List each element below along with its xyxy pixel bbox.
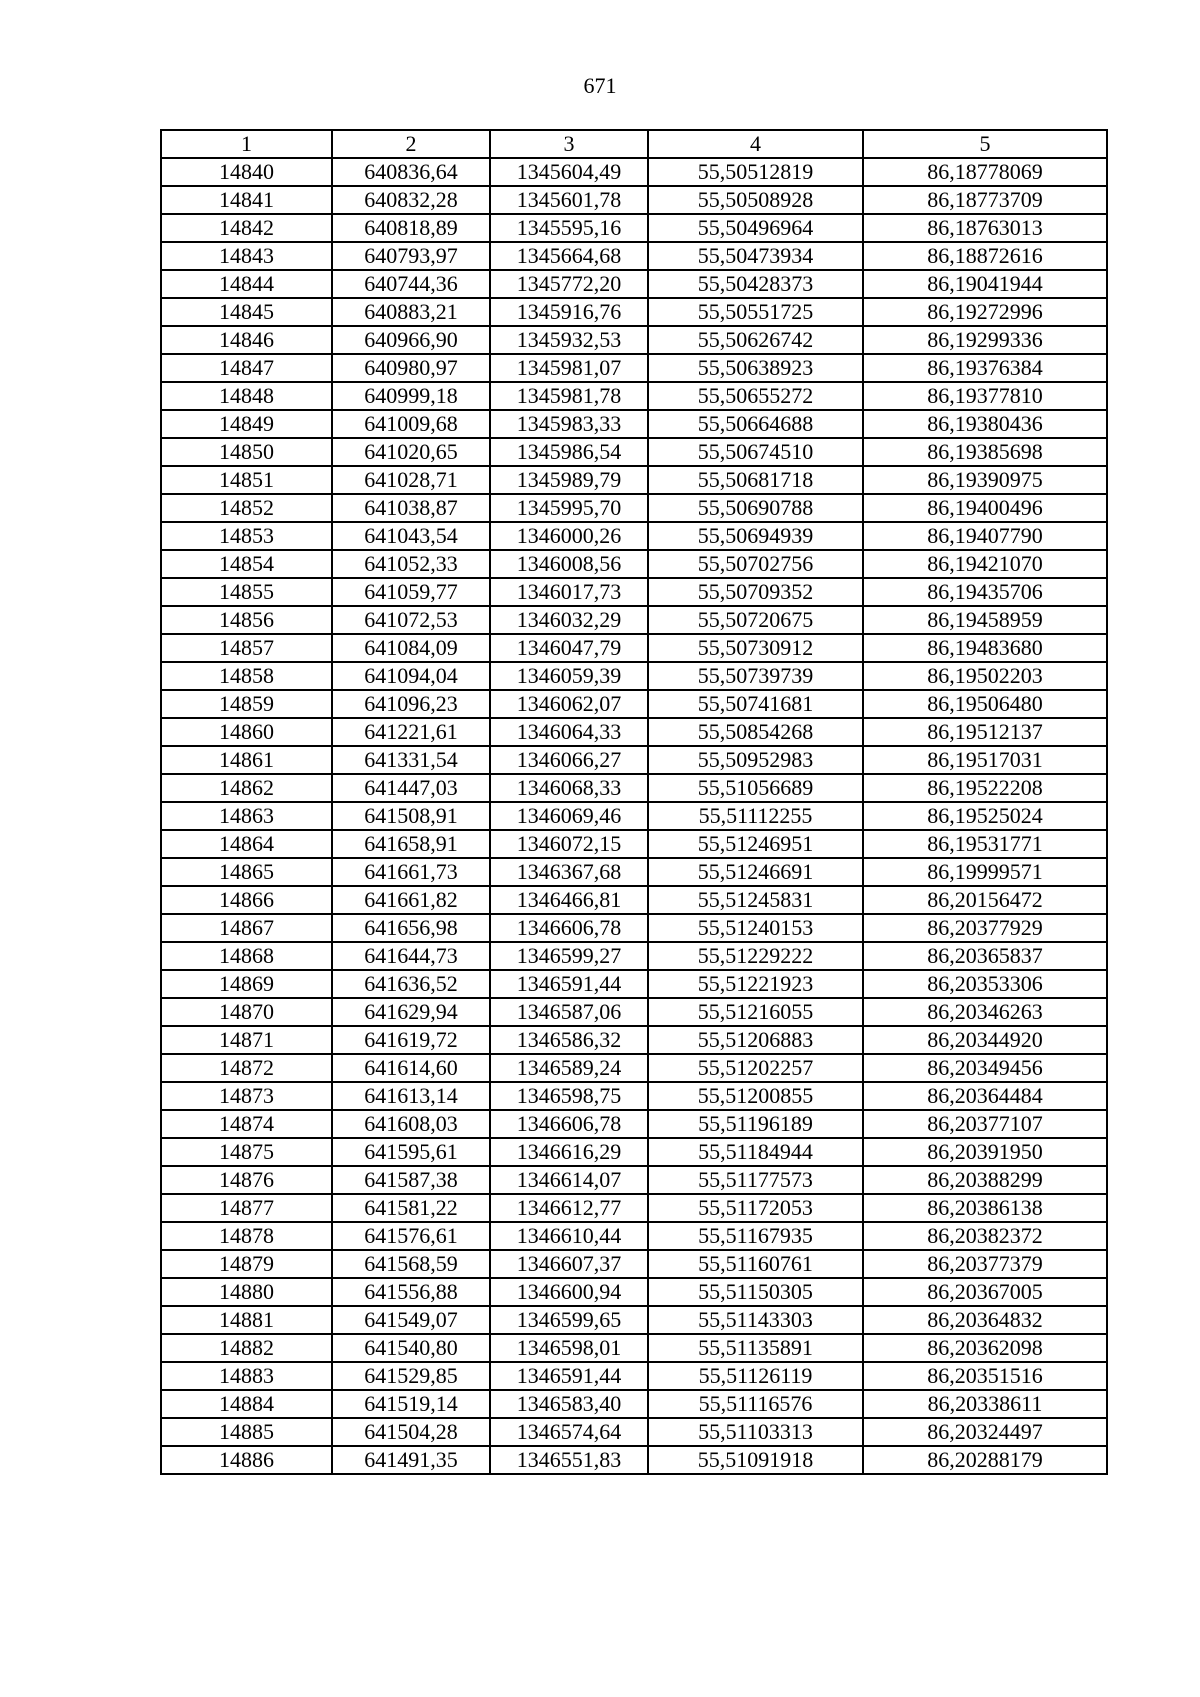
table-cell-col-5: 86,19512137 [863, 718, 1107, 746]
table-cell-col-2: 640793,97 [332, 242, 490, 270]
table-cell-col-1: 14845 [161, 298, 332, 326]
table-cell-col-4: 55,50709352 [648, 578, 863, 606]
table-cell-col-3: 1346574,64 [490, 1418, 648, 1446]
table-cell-col-1: 14859 [161, 690, 332, 718]
table-row [161, 1194, 1107, 1222]
table-cell-col-5: 86,18778069 [863, 158, 1107, 186]
table-cell-col-2: 641587,38 [332, 1166, 490, 1194]
table-cell-col-4: 55,51103313 [648, 1418, 863, 1446]
table-cell-col-3: 1346612,77 [490, 1194, 648, 1222]
table-cell-col-1: 14862 [161, 774, 332, 802]
table-cell-col-5: 86,19272996 [863, 298, 1107, 326]
table-cell-col-1: 14867 [161, 914, 332, 942]
table-cell-col-3: 1346062,07 [490, 690, 648, 718]
table-cell-col-4: 55,51116576 [648, 1390, 863, 1418]
table-row [161, 298, 1107, 326]
table-cell-col-5: 86,20338611 [863, 1390, 1107, 1418]
table-cell-col-3: 1346008,56 [490, 550, 648, 578]
table-cell-col-4: 55,51177573 [648, 1166, 863, 1194]
table-cell-col-2: 641608,03 [332, 1110, 490, 1138]
table-cell-col-3: 1346069,46 [490, 802, 648, 830]
table-cell-col-4: 55,50739739 [648, 662, 863, 690]
table-cell-col-1: 14843 [161, 242, 332, 270]
table-row [161, 802, 1107, 830]
table-cell-col-2: 641636,52 [332, 970, 490, 998]
table-cell-col-4: 55,51172053 [648, 1194, 863, 1222]
table-cell-col-3: 1346598,01 [490, 1334, 648, 1362]
table-row [161, 774, 1107, 802]
table-cell-col-1: 14883 [161, 1362, 332, 1390]
table-cell-col-3: 1346586,32 [490, 1026, 648, 1054]
table-cell-col-5: 86,20346263 [863, 998, 1107, 1026]
table-cell-col-1: 14879 [161, 1250, 332, 1278]
column-header-3: 3 [490, 130, 648, 158]
table-row [161, 606, 1107, 634]
table-cell-col-5: 86,19525024 [863, 802, 1107, 830]
table-row [161, 718, 1107, 746]
table-cell-col-3: 1345995,70 [490, 494, 648, 522]
table-cell-col-1: 14877 [161, 1194, 332, 1222]
table-cell-col-3: 1345664,68 [490, 242, 648, 270]
table-cell-col-1: 14849 [161, 410, 332, 438]
table-cell-col-3: 1345989,79 [490, 466, 648, 494]
table-cell-col-5: 86,18773709 [863, 186, 1107, 214]
table-cell-col-3: 1345916,76 [490, 298, 648, 326]
table-cell-col-4: 55,51184944 [648, 1138, 863, 1166]
table-cell-col-4: 55,51202257 [648, 1054, 863, 1082]
table-cell-col-1: 14858 [161, 662, 332, 690]
table-cell-col-2: 641508,91 [332, 802, 490, 830]
table-cell-col-1: 14844 [161, 270, 332, 298]
table-cell-col-5: 86,20367005 [863, 1278, 1107, 1306]
table-cell-col-5: 86,19377810 [863, 382, 1107, 410]
table-cell-col-4: 55,50655272 [648, 382, 863, 410]
table-cell-col-5: 86,19407790 [863, 522, 1107, 550]
table-cell-col-4: 55,50681718 [648, 466, 863, 494]
table-row [161, 886, 1107, 914]
table-row [161, 942, 1107, 970]
table-cell-col-1: 14871 [161, 1026, 332, 1054]
table-cell-col-1: 14851 [161, 466, 332, 494]
table-cell-col-5: 86,20353306 [863, 970, 1107, 998]
table-cell-col-2: 641529,85 [332, 1362, 490, 1390]
table-cell-col-1: 14848 [161, 382, 332, 410]
table-cell-col-3: 1345595,16 [490, 214, 648, 242]
table-cell-col-1: 14853 [161, 522, 332, 550]
table-row [161, 1306, 1107, 1334]
table-row [161, 578, 1107, 606]
table-cell-col-5: 86,20156472 [863, 886, 1107, 914]
table-cell-col-5: 86,20349456 [863, 1054, 1107, 1082]
table-cell-col-3: 1346064,33 [490, 718, 648, 746]
table-cell-col-5: 86,18872616 [863, 242, 1107, 270]
table-cell-col-1: 14854 [161, 550, 332, 578]
table-cell-col-5: 86,20391950 [863, 1138, 1107, 1166]
table-cell-col-3: 1346599,65 [490, 1306, 648, 1334]
table-row [161, 998, 1107, 1026]
table-row [161, 1110, 1107, 1138]
table-row [161, 1334, 1107, 1362]
table-cell-col-4: 55,50741681 [648, 690, 863, 718]
table-cell-col-5: 86,20362098 [863, 1334, 1107, 1362]
table-cell-col-4: 55,50694939 [648, 522, 863, 550]
table-cell-col-5: 86,19390975 [863, 466, 1107, 494]
table-cell-col-4: 55,51206883 [648, 1026, 863, 1054]
table-cell-col-1: 14872 [161, 1054, 332, 1082]
table-cell-col-3: 1346047,79 [490, 634, 648, 662]
table-cell-col-2: 641331,54 [332, 746, 490, 774]
table-cell-col-5: 86,19041944 [863, 270, 1107, 298]
table-cell-col-1: 14852 [161, 494, 332, 522]
table-row [161, 830, 1107, 858]
table-cell-col-1: 14881 [161, 1306, 332, 1334]
table-cell-col-3: 1346598,75 [490, 1082, 648, 1110]
table-cell-col-1: 14847 [161, 354, 332, 382]
table-row [161, 690, 1107, 718]
table-row [161, 970, 1107, 998]
table-cell-col-2: 641656,98 [332, 914, 490, 942]
table-cell-col-4: 55,51221923 [648, 970, 863, 998]
table-cell-col-5: 86,20344920 [863, 1026, 1107, 1054]
table-cell-col-2: 641059,77 [332, 578, 490, 606]
table-cell-col-4: 55,51167935 [648, 1222, 863, 1250]
table-cell-col-5: 86,19380436 [863, 410, 1107, 438]
table-cell-col-1: 14846 [161, 326, 332, 354]
table-row [161, 214, 1107, 242]
table-cell-col-4: 55,51196189 [648, 1110, 863, 1138]
table-cell-col-4: 55,51143303 [648, 1306, 863, 1334]
table-cell-col-4: 55,51135891 [648, 1334, 863, 1362]
table-cell-col-3: 1345983,33 [490, 410, 648, 438]
table-cell-col-5: 86,19502203 [863, 662, 1107, 690]
table-cell-col-2: 640999,18 [332, 382, 490, 410]
table-cell-col-3: 1345601,78 [490, 186, 648, 214]
table-row [161, 438, 1107, 466]
table-row [161, 1082, 1107, 1110]
table-cell-col-2: 641658,91 [332, 830, 490, 858]
table-cell-col-5: 86,18763013 [863, 214, 1107, 242]
table-row [161, 914, 1107, 942]
table-cell-col-2: 641096,23 [332, 690, 490, 718]
table-row [161, 1418, 1107, 1446]
table-cell-col-2: 641072,53 [332, 606, 490, 634]
table-cell-col-4: 55,51200855 [648, 1082, 863, 1110]
table-cell-col-4: 55,51091918 [648, 1446, 863, 1474]
table-cell-col-5: 86,19385698 [863, 438, 1107, 466]
table-row [161, 746, 1107, 774]
table-cell-col-2: 641661,73 [332, 858, 490, 886]
table-cell-col-4: 55,50702756 [648, 550, 863, 578]
table-cell-col-3: 1346466,81 [490, 886, 648, 914]
table-cell-col-4: 55,51246951 [648, 830, 863, 858]
table-cell-col-4: 55,50512819 [648, 158, 863, 186]
table-cell-col-1: 14878 [161, 1222, 332, 1250]
table-cell-col-1: 14865 [161, 858, 332, 886]
table-cell-col-2: 641504,28 [332, 1418, 490, 1446]
table-cell-col-2: 641447,03 [332, 774, 490, 802]
table-row [161, 1250, 1107, 1278]
table-row [161, 1362, 1107, 1390]
table-cell-col-3: 1346551,83 [490, 1446, 648, 1474]
table-cell-col-1: 14842 [161, 214, 332, 242]
table-cell-col-1: 14868 [161, 942, 332, 970]
table-row [161, 326, 1107, 354]
table-cell-col-4: 55,51216055 [648, 998, 863, 1026]
table-cell-col-5: 86,20382372 [863, 1222, 1107, 1250]
table-cell-col-3: 1346600,94 [490, 1278, 648, 1306]
table-cell-col-3: 1345604,49 [490, 158, 648, 186]
table-cell-col-5: 86,19299336 [863, 326, 1107, 354]
table-cell-col-1: 14869 [161, 970, 332, 998]
table-cell-col-3: 1346589,24 [490, 1054, 648, 1082]
table-cell-col-1: 14886 [161, 1446, 332, 1474]
coordinates-table [160, 129, 1108, 1475]
table-cell-col-2: 640883,21 [332, 298, 490, 326]
table-cell-col-1: 14870 [161, 998, 332, 1026]
table-cell-col-4: 55,50496964 [648, 214, 863, 242]
table-cell-col-2: 641661,82 [332, 886, 490, 914]
table-cell-col-4: 55,50428373 [648, 270, 863, 298]
page-number: 671 [583, 73, 617, 98]
table-cell-col-3: 1346610,44 [490, 1222, 648, 1250]
table-cell-col-5: 86,20288179 [863, 1446, 1107, 1474]
table-cell-col-3: 1346583,40 [490, 1390, 648, 1418]
table-cell-col-1: 14840 [161, 158, 332, 186]
table-row [161, 1054, 1107, 1082]
table-cell-col-1: 14841 [161, 186, 332, 214]
column-header-1: 1 [161, 130, 332, 158]
table-cell-col-2: 641052,33 [332, 550, 490, 578]
table-cell-col-5: 86,19421070 [863, 550, 1107, 578]
table-cell-col-3: 1346614,07 [490, 1166, 648, 1194]
table-row [161, 494, 1107, 522]
table-cell-col-3: 1346017,73 [490, 578, 648, 606]
table-cell-col-4: 55,51246691 [648, 858, 863, 886]
table-cell-col-3: 1346059,39 [490, 662, 648, 690]
table-cell-col-2: 640832,28 [332, 186, 490, 214]
table-cell-col-5: 86,19376384 [863, 354, 1107, 382]
table-row [161, 662, 1107, 690]
table-cell-col-2: 641576,61 [332, 1222, 490, 1250]
table-cell-col-2: 640836,64 [332, 158, 490, 186]
table-cell-col-1: 14861 [161, 746, 332, 774]
table-row [161, 1278, 1107, 1306]
table-cell-col-3: 1346606,78 [490, 1110, 648, 1138]
table-cell-col-3: 1346606,78 [490, 914, 648, 942]
table-cell-col-2: 640818,89 [332, 214, 490, 242]
table-cell-col-5: 86,19522208 [863, 774, 1107, 802]
table-cell-col-3: 1346591,44 [490, 1362, 648, 1390]
table-cell-col-3: 1345981,07 [490, 354, 648, 382]
table-cell-col-1: 14882 [161, 1334, 332, 1362]
table-cell-col-1: 14880 [161, 1278, 332, 1306]
table-row [161, 466, 1107, 494]
table-cell-col-4: 55,50551725 [648, 298, 863, 326]
table-cell-col-2: 641613,14 [332, 1082, 490, 1110]
table-cell-col-1: 14864 [161, 830, 332, 858]
table-cell-col-3: 1346066,27 [490, 746, 648, 774]
table-cell-col-5: 86,20364832 [863, 1306, 1107, 1334]
table-cell-col-2: 641020,65 [332, 438, 490, 466]
table-cell-col-3: 1346032,29 [490, 606, 648, 634]
table-row [161, 634, 1107, 662]
table-cell-col-1: 14885 [161, 1418, 332, 1446]
header-row [161, 130, 1107, 158]
table-cell-col-4: 55,50720675 [648, 606, 863, 634]
table-row [161, 186, 1107, 214]
table-cell-col-5: 86,20388299 [863, 1166, 1107, 1194]
table-row [161, 1166, 1107, 1194]
table-cell-col-2: 641094,04 [332, 662, 490, 690]
table-cell-col-1: 14850 [161, 438, 332, 466]
table-cell-col-4: 55,51126119 [648, 1362, 863, 1390]
table-row [161, 410, 1107, 438]
table-row [161, 242, 1107, 270]
table-cell-col-4: 55,50664688 [648, 410, 863, 438]
table-cell-col-5: 86,19531771 [863, 830, 1107, 858]
table-cell-col-1: 14875 [161, 1138, 332, 1166]
table-cell-col-1: 14873 [161, 1082, 332, 1110]
table-row [161, 382, 1107, 410]
table-cell-col-5: 86,19999571 [863, 858, 1107, 886]
table-cell-col-2: 640744,36 [332, 270, 490, 298]
table-cell-col-2: 641009,68 [332, 410, 490, 438]
table-body [161, 158, 1107, 1474]
table-cell-col-5: 86,20324497 [863, 1418, 1107, 1446]
table-cell-col-2: 641491,35 [332, 1446, 490, 1474]
table-cell-col-3: 1346607,37 [490, 1250, 648, 1278]
table-cell-col-2: 641619,72 [332, 1026, 490, 1054]
table-cell-col-2: 641221,61 [332, 718, 490, 746]
table-cell-col-1: 14876 [161, 1166, 332, 1194]
table-cell-col-1: 14855 [161, 578, 332, 606]
table-cell-col-2: 641549,07 [332, 1306, 490, 1334]
table-cell-col-5: 86,19458959 [863, 606, 1107, 634]
table-cell-col-2: 641629,94 [332, 998, 490, 1026]
table-cell-col-5: 86,19400496 [863, 494, 1107, 522]
table-row [161, 1390, 1107, 1418]
table-cell-col-4: 55,51112255 [648, 802, 863, 830]
table-cell-col-5: 86,19483680 [863, 634, 1107, 662]
table-row [161, 1222, 1107, 1250]
table-cell-col-1: 14856 [161, 606, 332, 634]
table-cell-col-5: 86,19517031 [863, 746, 1107, 774]
table-cell-col-4: 55,50952983 [648, 746, 863, 774]
table-row [161, 1026, 1107, 1054]
table-cell-col-5: 86,20364484 [863, 1082, 1107, 1110]
table-row [161, 550, 1107, 578]
table-cell-col-1: 14866 [161, 886, 332, 914]
table-cell-col-4: 55,50626742 [648, 326, 863, 354]
table-cell-col-2: 641568,59 [332, 1250, 490, 1278]
table-cell-col-3: 1346000,26 [490, 522, 648, 550]
table-row [161, 270, 1107, 298]
table-cell-col-1: 14884 [161, 1390, 332, 1418]
table-cell-col-4: 55,50854268 [648, 718, 863, 746]
table-cell-col-3: 1345981,78 [490, 382, 648, 410]
table-cell-col-4: 55,50730912 [648, 634, 863, 662]
table-cell-col-4: 55,51160761 [648, 1250, 863, 1278]
table-cell-col-2: 641581,22 [332, 1194, 490, 1222]
table-cell-col-5: 86,20351516 [863, 1362, 1107, 1390]
table-cell-col-4: 55,50508928 [648, 186, 863, 214]
table-cell-col-4: 55,50674510 [648, 438, 863, 466]
table-cell-col-3: 1346599,27 [490, 942, 648, 970]
table-cell-col-5: 86,19435706 [863, 578, 1107, 606]
table-cell-col-4: 55,50638923 [648, 354, 863, 382]
table-row [161, 522, 1107, 550]
table-cell-col-1: 14874 [161, 1110, 332, 1138]
column-header-4: 4 [648, 130, 863, 158]
table-cell-col-2: 641614,60 [332, 1054, 490, 1082]
table-cell-col-4: 55,51229222 [648, 942, 863, 970]
table-cell-col-2: 641028,71 [332, 466, 490, 494]
table-row [161, 1446, 1107, 1474]
table-cell-col-3: 1346591,44 [490, 970, 648, 998]
table-cell-col-5: 86,20365837 [863, 942, 1107, 970]
table-cell-col-1: 14860 [161, 718, 332, 746]
table-cell-col-4: 55,51150305 [648, 1278, 863, 1306]
table-cell-col-3: 1346587,06 [490, 998, 648, 1026]
table-cell-col-4: 55,50473934 [648, 242, 863, 270]
column-header-2: 2 [332, 130, 490, 158]
table-cell-col-5: 86,20377107 [863, 1110, 1107, 1138]
table-cell-col-2: 641043,54 [332, 522, 490, 550]
table-cell-col-1: 14863 [161, 802, 332, 830]
table-cell-col-2: 641540,80 [332, 1334, 490, 1362]
table-cell-col-3: 1346616,29 [490, 1138, 648, 1166]
table-cell-col-2: 641595,61 [332, 1138, 490, 1166]
table-cell-col-2: 641038,87 [332, 494, 490, 522]
table-cell-col-4: 55,51056689 [648, 774, 863, 802]
column-header-5: 5 [863, 130, 1107, 158]
table-header [161, 130, 1107, 158]
table-cell-col-3: 1346367,68 [490, 858, 648, 886]
table-cell-col-3: 1345986,54 [490, 438, 648, 466]
table-cell-col-3: 1345772,20 [490, 270, 648, 298]
table-row [161, 354, 1107, 382]
table-cell-col-2: 641519,14 [332, 1390, 490, 1418]
table-cell-col-1: 14857 [161, 634, 332, 662]
table-cell-col-4: 55,50690788 [648, 494, 863, 522]
table-cell-col-5: 86,20386138 [863, 1194, 1107, 1222]
table-cell-col-5: 86,20377379 [863, 1250, 1107, 1278]
table-row [161, 1138, 1107, 1166]
table-row [161, 858, 1107, 886]
table-cell-col-3: 1346072,15 [490, 830, 648, 858]
table-cell-col-5: 86,20377929 [863, 914, 1107, 942]
table-cell-col-3: 1346068,33 [490, 774, 648, 802]
table-cell-col-2: 640980,97 [332, 354, 490, 382]
table-row [161, 158, 1107, 186]
table-cell-col-4: 55,51245831 [648, 886, 863, 914]
table-cell-col-2: 641644,73 [332, 942, 490, 970]
table-cell-col-3: 1345932,53 [490, 326, 648, 354]
table-cell-col-4: 55,51240153 [648, 914, 863, 942]
table-cell-col-5: 86,19506480 [863, 690, 1107, 718]
table-cell-col-2: 641084,09 [332, 634, 490, 662]
table-cell-col-2: 641556,88 [332, 1278, 490, 1306]
table-cell-col-2: 640966,90 [332, 326, 490, 354]
